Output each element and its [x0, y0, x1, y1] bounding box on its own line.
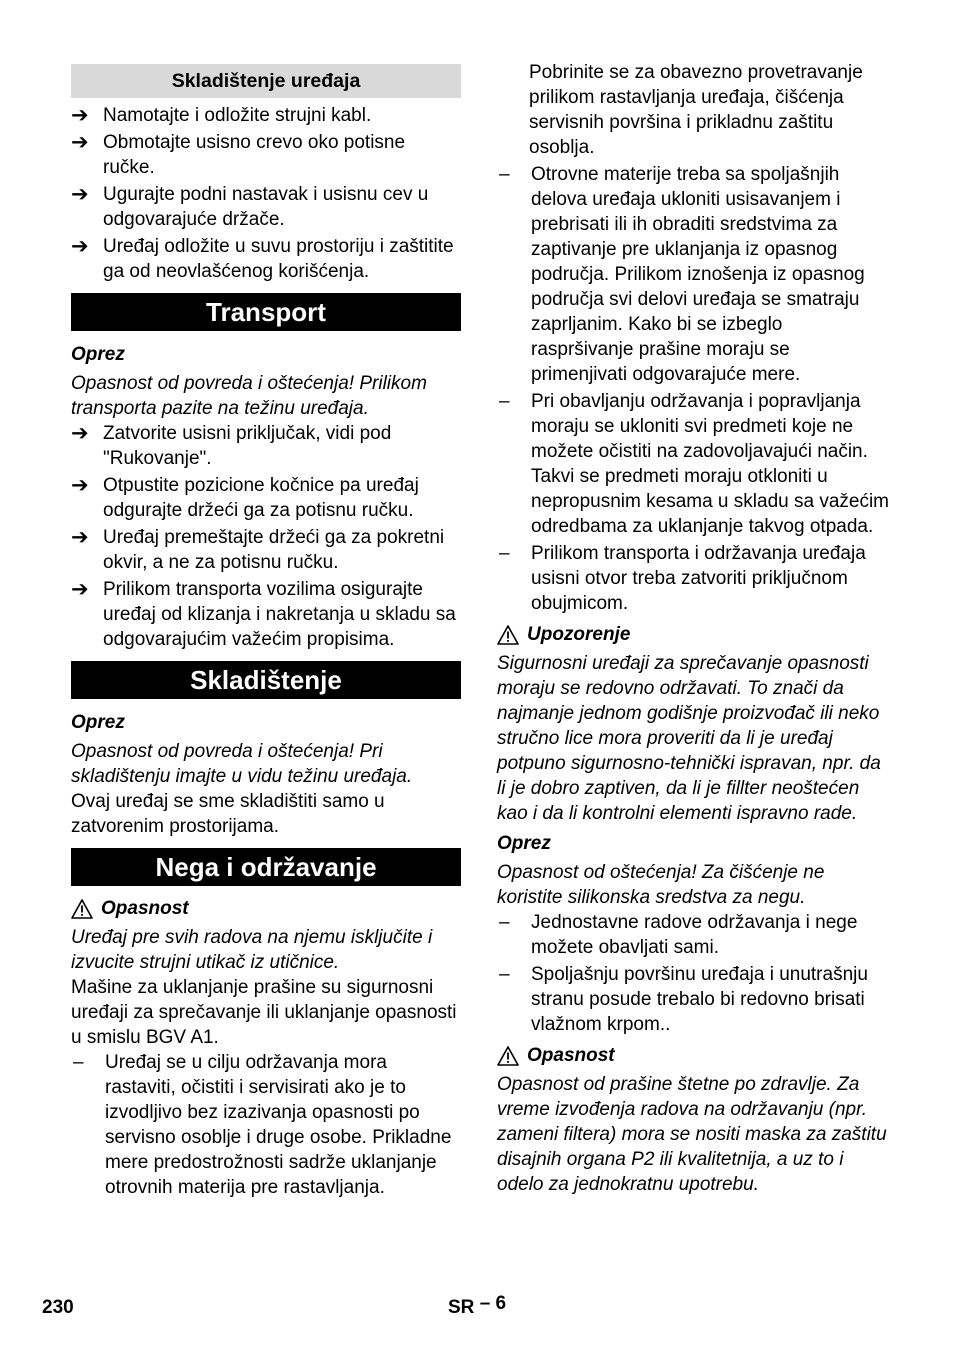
footer-dash: – [479, 1293, 491, 1314]
list-item [497, 541, 889, 616]
dash-marker: – [499, 391, 510, 412]
list-item-text: Uređaj odložite u suvu prostoriju i zaštitite ga od neovlašćenog korišćenja. [103, 236, 454, 282]
continued-text: Pobrinite se za obavezno provetravanje prilikom rastavljanja uređaja, čišćenja servisnih površina i prikladnu zaštitu osoblja. [529, 62, 863, 158]
warning-triangle-icon [497, 625, 519, 645]
dash-marker: – [73, 1052, 84, 1073]
warning-label: Upozorenje [527, 624, 631, 645]
section-title-transport: Transport [71, 293, 461, 331]
page-in-lang: 6 [495, 1293, 507, 1314]
warning-triangle-icon [497, 1046, 519, 1066]
dash-marker: – [499, 912, 510, 933]
danger-text: Uređaj pre svih radova na njemu isključite i izvucite strujni utikač iz utičnice. [71, 927, 433, 973]
caution-text: Opasnost od oštećenja! Za čišćenje ne koristite silikonska sredstva za negu. [497, 862, 825, 908]
danger-label: Opasnost [527, 1045, 615, 1066]
left-column [71, 60, 461, 1200]
warning-text: Sigurnosni uređaji za sprečavanje opasnosti moraju se redovno održavati. To znači da najmanje jednom godišnje proizvođač ili neko stručno lice mora proveriti da li je uređaj potpuno sigurnosno-tehnički ispravan, npr. da li je dobro zaptiven, da li je fillter neoštećen kao i da li kontrolni elementi ispravno rade. [497, 653, 881, 824]
danger-label: Opasnost [101, 898, 189, 919]
caution-text: Opasnost od povreda i oštećenja! Pri skladištenju imajte u vidu težinu uređaja. [71, 741, 413, 787]
arrow-icon: ➔ [71, 474, 89, 497]
arrow-icon: ➔ [71, 422, 89, 445]
section-heading-storage-device: Skladištenje uređaja [71, 64, 461, 98]
storage-text: Ovaj uređaj se sme skladištiti samo u zatvorenim prostorijama. [71, 791, 385, 837]
footer-lang-page [448, 1293, 507, 1319]
arrow-icon: ➔ [71, 235, 89, 258]
list-item-text: Otrovne materije treba sa spoljašnjih delova uređaja ukloniti usisavanjem i prebrisati ili ih obraditi sredstvima za zaptivanje pre uklanjanja iz opasnog područja. Prilikom iznošenja iz opasnog područja svi delovi uređaja se smatraju zaprljanim. Kako bi se izbeglo raspršivanje prašine moraju se primenjivati odgovarajuće mere. [531, 164, 865, 385]
dash-marker: – [499, 964, 510, 985]
list-item [497, 910, 889, 960]
danger-text: Opasnost od prašine štetne po zdravlje. Za vreme izvođenja radova na održavanju (npr. zameni filtera) mora se nositi maska za zaštitu disajnih organa P2 ili kvalitetnija, a uz to i odelo za jednokratnu upotrebu. [497, 1074, 887, 1195]
dash-marker: – [499, 543, 510, 564]
maintenance-intro: Mašine za uklanjanje prašine su sigurnosni uređaji za sprečavanje ili uklanjanje opasnosti u smislu BGV A1. [71, 977, 457, 1048]
section-title-maintenance: Nega i održavanje [71, 848, 461, 886]
list-item-text: Obmotajte usisno crevo oko potisne ručke. [103, 132, 406, 178]
list-item-text: Namotajte i odložite strujni kabl. [103, 105, 372, 126]
arrow-icon: ➔ [71, 526, 89, 549]
list-item-text: Prilikom transporta vozilima osigurajte uređaj od klizanja i nakretanja u skladu sa odgovarajućim važećim propisima. [103, 579, 456, 650]
dash-marker: – [499, 164, 510, 185]
maintenance-list [497, 162, 889, 616]
list-item [497, 389, 889, 539]
list-item-text: Ugurajte podni nastavak i usisnu cev u odgovarajuće držače. [103, 184, 429, 230]
list-item [71, 1050, 461, 1200]
list-item [71, 525, 461, 575]
caution-label: Oprez [71, 712, 125, 733]
right-column [497, 60, 889, 1197]
list-item-text: Spoljašnju površinu uređaja i unutrašnju stranu posude trebalo bi redovno brisati vlažnom krpom.. [531, 964, 868, 1035]
list-item-text: Prilikom transporta i održavanja uređaja usisni otvor treba zatvoriti priključnom obujmicom. [531, 543, 866, 614]
arrow-icon: ➔ [71, 183, 89, 206]
arrow-icon: ➔ [71, 104, 89, 127]
list-item-text: Pri obavljanju održavanja i popravljanja moraju se ukloniti svi predmeti koje ne možete očistiti na zadovoljavajući način. Takvi se predmeti moraju otkloniti u nepropusnim kesama u skladu sa važećim odredbama za uklanjanje takvog otpada. [531, 391, 890, 537]
danger-heading [497, 1043, 889, 1068]
list-item-text: Zatvorite usisni priključak, vidi pod "Rukovanje". [103, 423, 392, 469]
list-item [71, 130, 461, 180]
list-item-text: Uređaj premeštajte držeći ga za pokretni okvir, a ne za potisnu ručku. [103, 527, 445, 573]
list-item [71, 234, 461, 284]
caution-text: Opasnost od povreda i oštećenja! Prilikom transporta pazite na težinu uređaja. [71, 373, 427, 419]
arrow-icon: ➔ [71, 131, 89, 154]
warning-heading [497, 622, 889, 647]
caution-label: Oprez [71, 344, 125, 365]
danger-heading [71, 896, 461, 921]
transport-steps-list [71, 421, 461, 652]
list-item [497, 162, 889, 387]
warning-triangle-icon [71, 899, 93, 919]
arrow-icon: ➔ [71, 578, 89, 601]
list-item [71, 182, 461, 232]
caution-label: Oprez [497, 833, 551, 854]
list-item-text: Uređaj se u cilju održavanja mora rastaviti, očistiti i servisirati ako je to izvodljivo bez izazivanja opasnosti po servisno osoblje i druge osobe. Prikladne mere predostrožnosti sadrže uklanjanje otrovnih materija pre rastavljanja. [105, 1052, 452, 1198]
list-item [71, 473, 461, 523]
storage-steps-list [71, 103, 461, 284]
list-item [71, 421, 461, 471]
page-number: 230 [42, 1297, 74, 1318]
list-item-text: Otpustite pozicione kočnice pa uređaj odgurajte držeći ga za potisnu ručku. [103, 475, 419, 521]
list-item-text: Jednostavne radove održavanja i nege možete obavljati sami. [531, 912, 858, 958]
lang-code: SR [448, 1297, 475, 1318]
section-title-storage: Skladištenje [71, 661, 461, 699]
list-item [71, 103, 461, 128]
list-item [497, 962, 889, 1037]
care-list [497, 910, 889, 1037]
list-item [71, 577, 461, 652]
